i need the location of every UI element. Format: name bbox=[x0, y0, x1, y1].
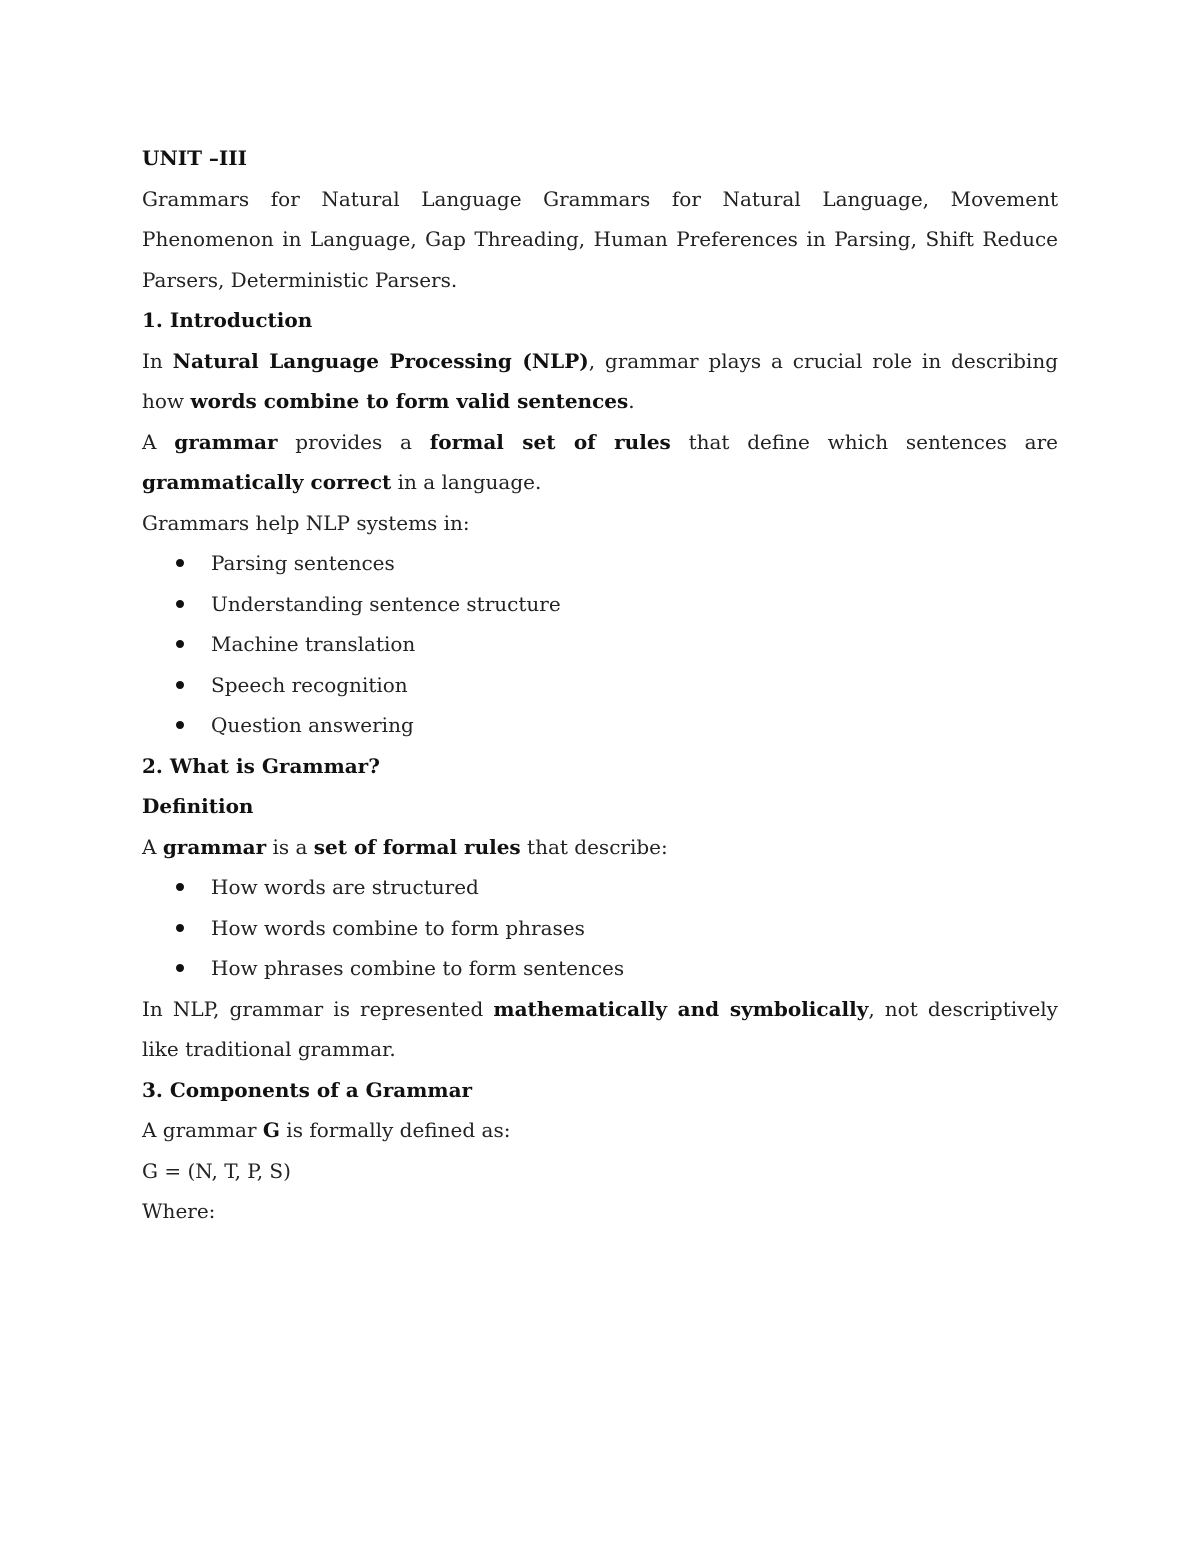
list-item: Speech recognition bbox=[142, 665, 1058, 706]
bullet-icon bbox=[176, 681, 184, 689]
bullet-icon bbox=[176, 883, 184, 891]
list-item: Parsing sentences bbox=[142, 543, 1058, 584]
list-intro: Grammars help NLP systems in: bbox=[142, 510, 470, 535]
intro-paragraph-1: In Natural Language Processing (NLP), grammar plays a crucial role in describing how words combine to form valid sentences. bbox=[142, 348, 1059, 413]
unit-title: UNIT –III bbox=[142, 146, 247, 170]
syllabus-paragraph: Grammars for Natural Language Grammars for Natural Language, Movement Phenomenon in Language, Gap Threading, Human Preferences in Parsing, Shift Reduce Parsers, Deterministic Parsers. bbox=[142, 186, 1058, 292]
section-2-heading: 2. What is Grammar? bbox=[142, 753, 380, 778]
list-item: How phrases combine to form sentences bbox=[142, 948, 1058, 989]
list-item: Question answering bbox=[142, 705, 1058, 746]
bullet-icon bbox=[176, 924, 184, 932]
grammar-describes-list bbox=[142, 867, 1058, 989]
intro-paragraph-2: A grammar provides a formal set of rules that define which sentences are grammatically correct in a language. bbox=[142, 429, 1058, 494]
bullet-icon bbox=[176, 964, 184, 972]
nlp-uses-list bbox=[142, 543, 1058, 746]
grammar-formula: G = (N, T, P, S) bbox=[142, 1158, 291, 1183]
bullet-icon bbox=[176, 640, 184, 648]
list-item: Machine translation bbox=[142, 624, 1058, 665]
list-item: How words are structured bbox=[142, 867, 1058, 908]
section-1-heading: 1. Introduction bbox=[142, 308, 313, 332]
definition-paragraph: A grammar is a set of formal rules that describe: bbox=[142, 834, 668, 859]
list-item: How words combine to form phrases bbox=[142, 908, 1058, 949]
where-label: Where: bbox=[142, 1199, 216, 1223]
bullet-icon bbox=[176, 721, 184, 729]
bullet-icon bbox=[176, 600, 184, 608]
definition-subheading: Definition bbox=[142, 794, 254, 818]
nlp-grammar-paragraph: In NLP, grammar is represented mathematically and symbolically, not descriptively like traditional grammar. bbox=[142, 996, 1058, 1061]
bullet-icon bbox=[176, 559, 184, 567]
section-3-heading: 3. Components of a Grammar bbox=[142, 1077, 473, 1102]
grammar-definition-line: A grammar G is formally defined as: bbox=[142, 1118, 511, 1142]
list-item: Understanding sentence structure bbox=[142, 584, 1058, 625]
document-page bbox=[142, 138, 1058, 1232]
